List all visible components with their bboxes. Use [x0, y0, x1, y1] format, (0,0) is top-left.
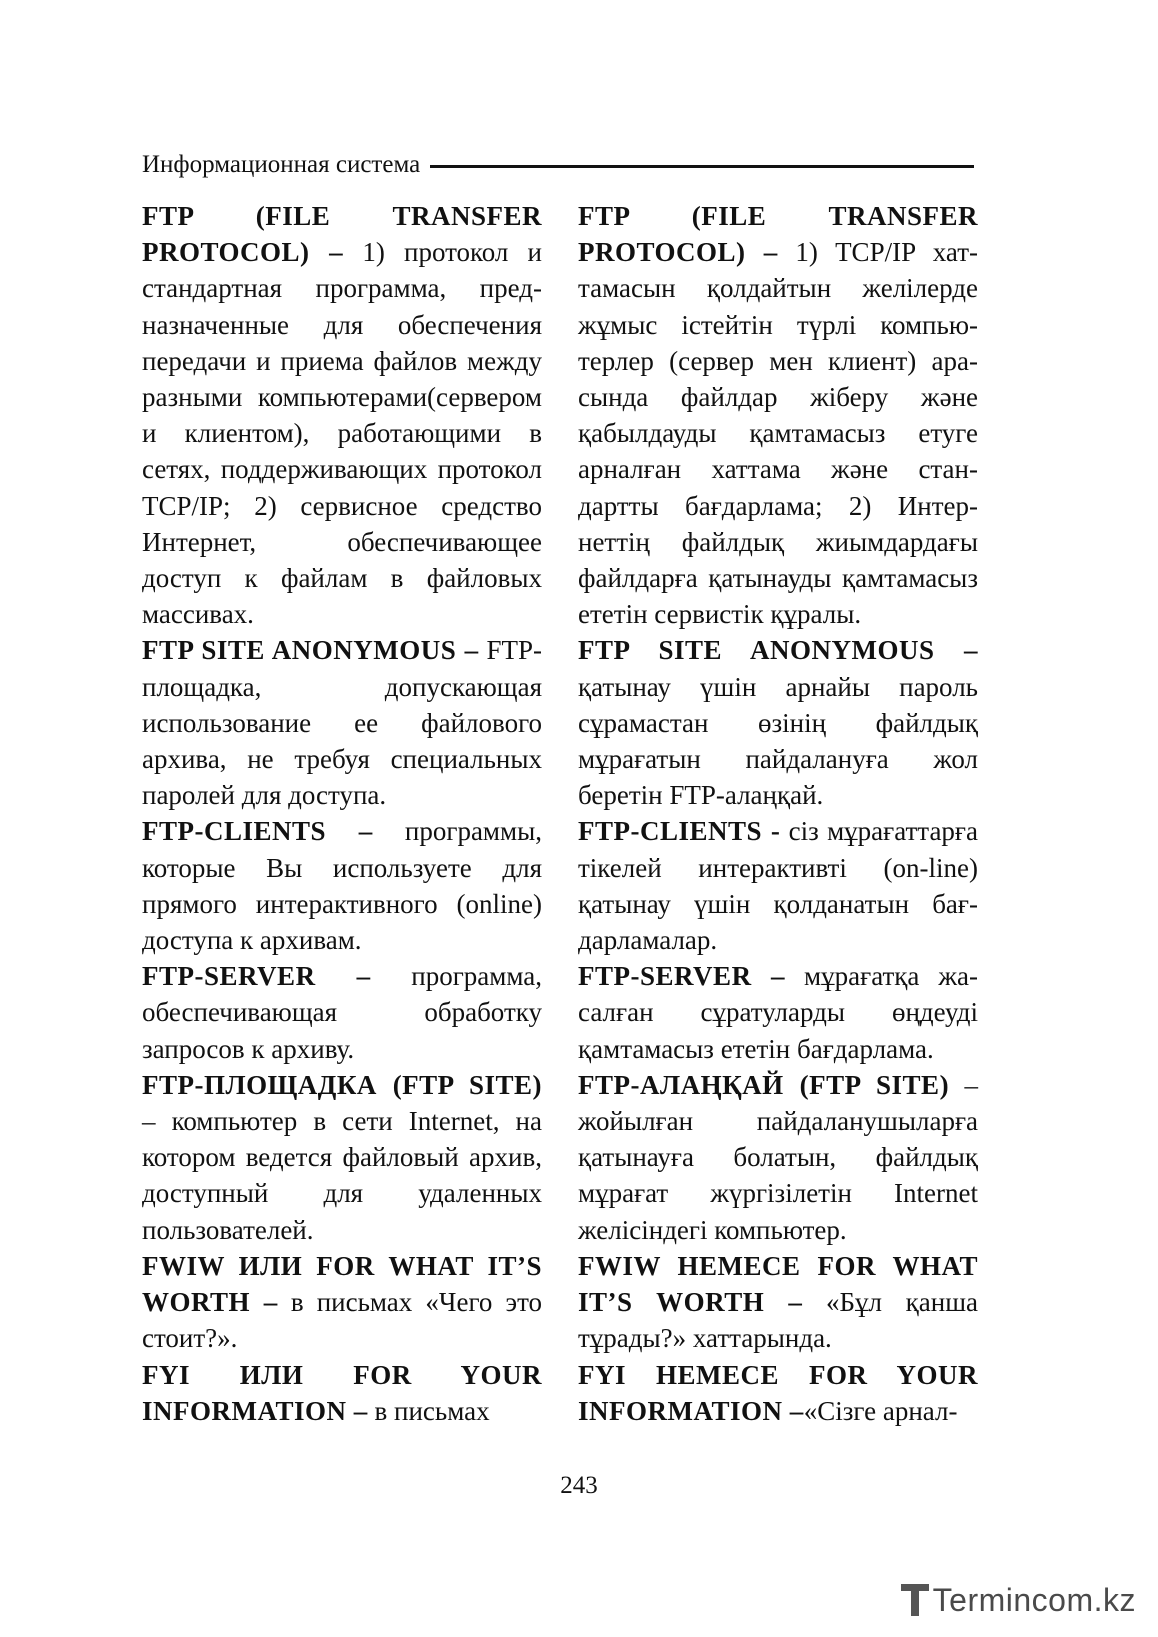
magnifier-letter-t-icon [899, 1580, 931, 1620]
dictionary-entry [578, 1067, 978, 1248]
entry-definition: – компьютер в сети Internet, на котором ведется файловый архив, доступный для удаленных пользователей. [142, 1106, 542, 1245]
entry-term: FWIW НЕМЕСЕ FOR WHAT IT’S WORTH – [578, 1250, 978, 1318]
entry-term: FTP (FILE TRANSFER PROTOCOL) – [578, 201, 978, 268]
entry-definition: мұрағатқа жасалған сұратуларды өңдеуді қамтамасыз ететін бағдарлама. [578, 961, 978, 1064]
entry-definition: программа, обеспечивающая обработку запросов к архиву. [142, 961, 542, 1064]
entry-term: FTP SITE ANONYMOUS – [142, 635, 479, 666]
dictionary-entry [142, 1357, 542, 1429]
dictionary-entry [578, 1357, 978, 1429]
dictionary-entry [578, 198, 978, 632]
dictionary-entry [142, 632, 542, 813]
header-rule [430, 165, 974, 168]
entry-definition: қатынау үшін арнайы пароль сұрамастан өзінің файлдық мұрағатын пайдалануға жол беретін FTP-алаңқай. [578, 671, 978, 811]
entry-definition: в письмах «Чего это стоит?». [142, 1287, 543, 1354]
entry-definition: FTP-площадка, допускающая использование ее файлового архива, не требуя специальных паролей для доступа. [142, 635, 542, 811]
dictionary-entry [142, 198, 542, 632]
entry-definition: «Бұл қанша тұрады?» хаттарында. [578, 1287, 978, 1354]
entry-term: FYI ИЛИ FOR YOUR INFORMATION – [142, 1359, 542, 1426]
entry-term: FTP-CLIENTS - [578, 816, 781, 847]
entry-term: FTP (FILE TRANSFER PROTOCOL) – [142, 201, 542, 268]
header-title: Информационная система [142, 151, 421, 178]
column-kazakh [578, 198, 978, 1429]
running-header [142, 150, 974, 180]
dictionary-entry [578, 1248, 978, 1357]
dictionary-entry [142, 1067, 542, 1248]
dictionary-entry [142, 958, 542, 1067]
entry-term: FTP-SERVER – [142, 961, 371, 992]
column-russian [142, 198, 542, 1429]
page-number: 243 [560, 1472, 598, 1499]
entry-definition: 1) TCP/IP хаттамасын қолдайтын желілерде жұмыс істейтін түрлі компьютерлер (сервер мен клиент) арасында файлдар жіберу және қабылдауды қамтамасыз етуге арналған хаттама және стандартты бағдарлама; 2) Интернеттің файлдық жиымдардағы файлдарға қатынауды қамтамасыз ететін сервистік құралы. [578, 237, 978, 630]
dictionary-entry [578, 632, 978, 813]
dictionary-entry [578, 813, 978, 958]
entry-term: FTP-АЛАҢҚАЙ (FTP SITE) [578, 1069, 950, 1100]
entry-definition: сіз мұрағаттарға тікелей интерактивті (on-line) қатынау үшін қолданатын бағдарламалар. [578, 816, 978, 956]
entry-definition: «Сізге арнал- [803, 1395, 958, 1426]
entry-definition: – жойылған пайдаланушыларға қатынауға болатын, файлдық мұрағат жүргізілетін Internet желісіндегі компьютер. [578, 1069, 978, 1245]
dictionary-entry [578, 958, 978, 1067]
entry-definition: 1) протокол и стандартная программа, предназначенные для обеспечения передачи и приема файлов между разными компьютерами(сервером и клиентом), работающими в сетях, поддерживающих протокол TCP/IP; 2) сервисное средство Интернет, обеспечивающее доступ к файлам в файловых массивах. [142, 237, 543, 630]
entry-definition: в письмах [367, 1395, 490, 1426]
site-watermark [899, 1575, 1136, 1625]
entry-term: FTP-CLIENTS – [142, 816, 373, 847]
dictionary-entry [142, 813, 542, 958]
entry-term: FWIW ИЛИ FOR WHAT IT’S WORTH – [142, 1250, 542, 1318]
entry-definition: программы, которые Вы используете для прямого интерактивного (online) доступа к архивам. [142, 816, 542, 956]
entry-term: FTP SITE ANONYMOUS – [578, 635, 978, 666]
entry-term: FTP-SERVER – [578, 961, 786, 992]
dictionary-entry [142, 1248, 542, 1357]
watermark-text: Termincom.kz [932, 1581, 1136, 1618]
entry-term: FTP-ПЛОЩАДКА (FTP SITE) [142, 1069, 542, 1100]
entry-term: FYI НЕМЕСЕ FOR YOUR INFORMATION – [578, 1359, 978, 1426]
